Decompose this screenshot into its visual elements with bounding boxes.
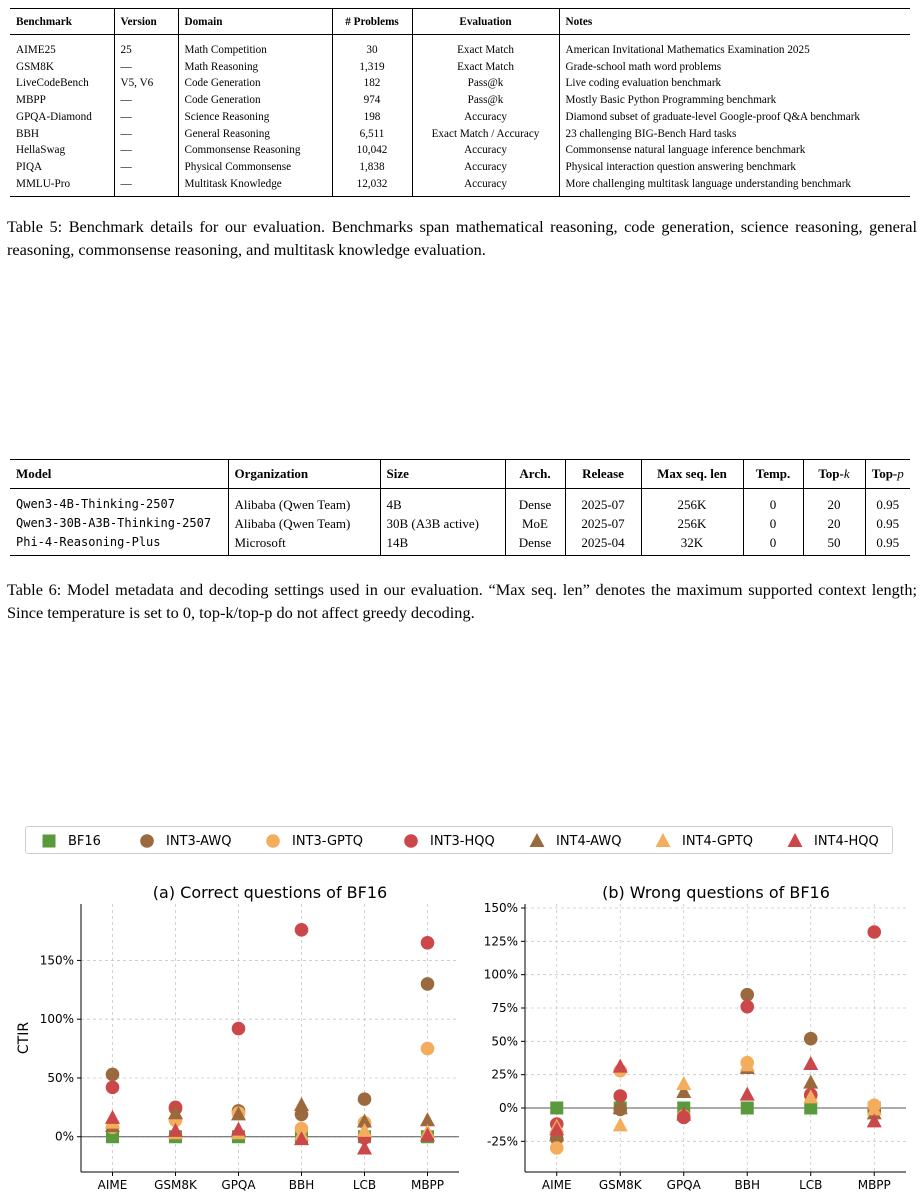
table-cell: Math Competition xyxy=(178,35,332,59)
table-cell: 4B xyxy=(380,489,505,515)
table-row xyxy=(10,75,910,92)
table-cell: 12,032 xyxy=(332,176,412,197)
table-cell: 182 xyxy=(332,75,412,92)
column-header: Top-p xyxy=(865,460,910,489)
column-header: Notes xyxy=(559,9,910,35)
table-row xyxy=(10,159,910,176)
table-cell: 0 xyxy=(743,489,803,515)
legend-marker xyxy=(140,834,154,848)
y-tick-label: 0% xyxy=(54,1129,74,1144)
table-cell: — xyxy=(114,142,178,159)
table-cell: 256K xyxy=(641,514,743,533)
table-cell: 20 xyxy=(803,514,865,533)
data-point-int3-hqq xyxy=(867,925,881,939)
model-table xyxy=(10,459,910,556)
circle-marker-icon xyxy=(264,832,282,850)
table-cell: Qwen3-30B-A3B-Thinking-2507 xyxy=(16,516,212,530)
table-cell: Dense xyxy=(505,489,565,515)
table-cell: 20 xyxy=(803,489,865,515)
chart-panel xyxy=(16,883,459,1192)
legend-marker xyxy=(788,833,803,847)
triangle-marker-icon xyxy=(654,832,672,850)
table-cell: Science Reasoning xyxy=(178,109,332,126)
x-tick-label: BBH xyxy=(734,1178,760,1192)
legend-item xyxy=(528,831,621,851)
table-cell: Exact Match / Accuracy xyxy=(412,126,559,143)
table-cell: BBH xyxy=(16,127,40,140)
y-tick-label: 125% xyxy=(483,934,518,949)
table-cell: Pass@k xyxy=(412,75,559,92)
x-tick-label: GSM8K xyxy=(598,1178,642,1192)
chart-legend xyxy=(25,826,893,854)
table-cell: More challenging multitask language understanding benchmark xyxy=(559,176,910,197)
chart-panel xyxy=(484,883,906,1192)
x-tick-label: GPQA xyxy=(666,1178,701,1192)
table-cell: — xyxy=(114,59,178,76)
legend-marker xyxy=(656,833,671,847)
data-point-int3-hqq xyxy=(740,1000,754,1014)
table-cell: MBPP xyxy=(16,94,46,107)
table-cell: Mostly Basic Python Programming benchmark xyxy=(559,92,910,109)
legend-label: INT3-HQQ xyxy=(430,833,495,849)
table-header-row xyxy=(10,460,910,489)
table-cell: Qwen3-4B-Thinking-2507 xyxy=(16,497,175,511)
x-tick-label: AIME xyxy=(541,1178,572,1192)
table-cell: Physical interaction question answering benchmark xyxy=(559,159,910,176)
table-cell: 0.95 xyxy=(865,514,910,533)
data-point-int4-hqq xyxy=(105,1110,120,1124)
table-cell: 1,319 xyxy=(332,59,412,76)
column-header: Top-k xyxy=(803,460,865,489)
x-tick-label: GSM8K xyxy=(154,1178,197,1192)
table-cell: 2025-04 xyxy=(565,533,641,556)
table-cell: MoE xyxy=(505,514,565,533)
data-point-int4-hqq xyxy=(613,1059,628,1073)
circle-marker-icon xyxy=(402,832,420,850)
table-cell: Math Reasoning xyxy=(178,59,332,76)
column-header: Evaluation xyxy=(412,9,559,35)
y-tick-label: 25% xyxy=(491,1067,518,1082)
table-cell: V5, V6 xyxy=(114,75,178,92)
table-cell: 25 xyxy=(114,35,178,59)
table-cell: American Invitational Mathematics Examination 2025 xyxy=(559,35,910,59)
data-point-int3-hqq xyxy=(106,1081,120,1095)
data-point-int3-gptq xyxy=(421,1042,435,1056)
data-point-int4-hqq xyxy=(231,1122,246,1136)
model-table-body xyxy=(10,489,910,556)
table-cell: 2025-07 xyxy=(565,489,641,515)
legend-marker xyxy=(43,835,56,848)
table-cell: Exact Match xyxy=(412,35,559,59)
table-cell: — xyxy=(114,92,178,109)
legend-marker xyxy=(266,834,280,848)
column-header: Version xyxy=(114,9,178,35)
table-row xyxy=(10,533,910,556)
column-header: Temp. xyxy=(743,460,803,489)
table-row xyxy=(10,126,910,143)
data-point-int4-awq xyxy=(294,1097,309,1111)
table-cell: General Reasoning xyxy=(178,126,332,143)
y-axis-label: CTIR xyxy=(16,1021,32,1055)
data-point-int4-hqq xyxy=(803,1056,818,1070)
table-cell: Phi-4-Reasoning-Plus xyxy=(16,535,161,549)
table-cell: 6,511 xyxy=(332,126,412,143)
legend-label: INT4-AWQ xyxy=(556,833,622,849)
legend-marker xyxy=(530,833,545,847)
table-cell: Multitask Knowledge xyxy=(178,176,332,197)
legend-item xyxy=(402,831,495,851)
legend-item xyxy=(40,831,101,851)
table-cell: Commonsense natural language inference benchmark xyxy=(559,142,910,159)
data-point-int3-awq xyxy=(421,977,435,991)
legend-item xyxy=(264,831,363,851)
data-point-int4-gptq xyxy=(676,1076,691,1090)
table-cell: Accuracy xyxy=(412,109,559,126)
y-tick-label: 0% xyxy=(498,1101,518,1115)
column-header: Max seq. len xyxy=(641,460,743,489)
table-row xyxy=(10,514,910,533)
benchmark-table xyxy=(10,8,910,197)
table-cell: — xyxy=(114,126,178,143)
table-cell: GSM8K xyxy=(16,60,54,73)
data-point-int4-hqq xyxy=(168,1123,183,1137)
x-tick-label: LCB xyxy=(352,1178,377,1192)
data-point-bf16 xyxy=(741,1102,754,1115)
table-cell: — xyxy=(114,159,178,176)
triangle-marker-icon xyxy=(786,832,804,850)
y-tick-label: 150% xyxy=(39,953,74,968)
table-cell: 0 xyxy=(743,514,803,533)
table-cell: Code Generation xyxy=(178,75,332,92)
chart-title: (a) Correct questions of BF16 xyxy=(152,883,388,902)
data-point-int3-hqq xyxy=(421,936,435,950)
data-point-int3-hqq xyxy=(232,1022,246,1036)
table-cell: AIME25 xyxy=(16,44,56,56)
table-cell: Exact Match xyxy=(412,59,559,76)
table-cell: 50 xyxy=(803,533,865,556)
legend-item xyxy=(138,831,231,851)
benchmark-table-body xyxy=(10,35,910,197)
table-cell: Dense xyxy=(505,533,565,556)
square-marker-icon xyxy=(40,832,58,850)
legend-label: INT4-GPTQ xyxy=(682,833,754,849)
table-cell: Alibaba (Qwen Team) xyxy=(228,514,380,533)
table-cell: 256K xyxy=(641,489,743,515)
table-cell: 0.95 xyxy=(865,533,910,556)
table-row xyxy=(10,59,910,76)
table-cell: Accuracy xyxy=(412,176,559,197)
data-point-int4-gptq xyxy=(613,1117,628,1131)
circle-marker-icon xyxy=(138,832,156,850)
data-point-int3-awq xyxy=(106,1068,120,1082)
table-row xyxy=(10,109,910,126)
x-tick-label: LCB xyxy=(799,1178,823,1192)
data-point-int4-hqq xyxy=(740,1087,755,1101)
data-point-int3-awq xyxy=(358,1092,372,1106)
y-tick-label: 100% xyxy=(483,967,518,982)
column-header: Domain xyxy=(178,9,332,35)
column-header: # Problems xyxy=(332,9,412,35)
table-cell: Grade-school math word problems xyxy=(559,59,910,76)
table-cell: 974 xyxy=(332,92,412,109)
table5-caption: Table 5: Benchmark details for our evaluation. Benchmarks span mathematical reasoning, code generation, science reasoning, general reasoning, commonsense reasoning, and multitask knowledge evaluation. xyxy=(7,217,917,259)
table-row xyxy=(10,176,910,197)
y-tick-label: 50% xyxy=(491,1034,518,1049)
data-point-int4-awq xyxy=(803,1075,818,1089)
table-cell: Diamond subset of graduate-level Google-proof Q&A benchmark xyxy=(559,109,910,126)
table-row xyxy=(10,35,910,59)
triangle-marker-icon xyxy=(528,832,546,850)
y-tick-label: 100% xyxy=(39,1012,74,1027)
table-cell: 32K xyxy=(641,533,743,556)
table-cell: — xyxy=(114,176,178,197)
table-cell: Accuracy xyxy=(412,159,559,176)
data-point-bf16 xyxy=(550,1102,563,1115)
column-header: Release xyxy=(565,460,641,489)
legend-label: BF16 xyxy=(68,833,101,849)
table-cell: 30B (A3B active) xyxy=(380,514,505,533)
table-cell: 198 xyxy=(332,109,412,126)
x-tick-label: AIME xyxy=(97,1178,128,1192)
table-row xyxy=(10,92,910,109)
column-header: Size xyxy=(380,460,505,489)
table-cell: 30 xyxy=(332,35,412,59)
legend-label: INT3-AWQ xyxy=(166,833,232,849)
column-header: Model xyxy=(16,466,52,481)
data-point-int3-hqq xyxy=(295,923,309,937)
table-cell: 0.95 xyxy=(865,489,910,515)
data-point-int3-awq xyxy=(804,1032,818,1046)
table-cell: LiveCodeBench xyxy=(16,77,89,90)
y-tick-label: -25% xyxy=(486,1134,518,1149)
table-cell: PIQA xyxy=(16,160,43,173)
table-cell: HellaSwag xyxy=(16,144,66,157)
table-row xyxy=(10,489,910,515)
legend-item xyxy=(786,831,879,851)
table-cell: Physical Commonsense xyxy=(178,159,332,176)
y-tick-label: 50% xyxy=(47,1070,74,1085)
ctir-figure xyxy=(0,860,921,1197)
table-cell: Code Generation xyxy=(178,92,332,109)
x-tick-label: MBPP xyxy=(857,1178,891,1192)
table-cell: Accuracy xyxy=(412,142,559,159)
data-point-int3-gptq xyxy=(550,1141,564,1155)
legend-item xyxy=(654,831,753,851)
table6-caption: Table 6: Model metadata and decoding settings used in our evaluation. “Max seq. len” denotes the maximum supported context length; Since temperature is set to 0, top-k/top-p do not affect greedy decoding. xyxy=(7,580,917,622)
table-header-row xyxy=(10,9,910,35)
table-row xyxy=(10,142,910,159)
legend-marker xyxy=(404,834,418,848)
data-point-int3-awq xyxy=(740,988,754,1002)
column-header: Benchmark xyxy=(16,15,72,28)
table-cell: 10,042 xyxy=(332,142,412,159)
y-tick-label: 75% xyxy=(491,1001,518,1015)
chart-title: (b) Wrong questions of BF16 xyxy=(602,883,830,902)
column-header: Arch. xyxy=(505,460,565,489)
table-cell: 2025-07 xyxy=(565,514,641,533)
table-cell: Pass@k xyxy=(412,92,559,109)
y-tick-label: 150% xyxy=(483,901,518,915)
x-tick-label: BBH xyxy=(288,1178,315,1192)
table-cell: 0 xyxy=(743,533,803,556)
table-cell: Commonsense Reasoning xyxy=(178,142,332,159)
table-cell: MMLU-Pro xyxy=(16,177,71,190)
table-cell: 23 challenging BIG-Bench Hard tasks xyxy=(559,126,910,143)
legend-label: INT4-HQQ xyxy=(814,833,879,849)
table-cell: 14B xyxy=(380,533,505,556)
legend-label: INT3-GPTQ xyxy=(292,833,364,849)
table-cell: 1,838 xyxy=(332,159,412,176)
table-cell: Microsoft xyxy=(228,533,380,556)
table-cell: GPQA-Diamond xyxy=(16,110,92,123)
x-tick-label: MBPP xyxy=(410,1178,445,1192)
table-cell: Live coding evaluation benchmark xyxy=(559,75,910,92)
x-tick-label: GPQA xyxy=(221,1178,256,1192)
data-point-bf16 xyxy=(804,1102,817,1115)
table-cell: Alibaba (Qwen Team) xyxy=(228,489,380,515)
column-header: Organization xyxy=(228,460,380,489)
table-cell: — xyxy=(114,109,178,126)
